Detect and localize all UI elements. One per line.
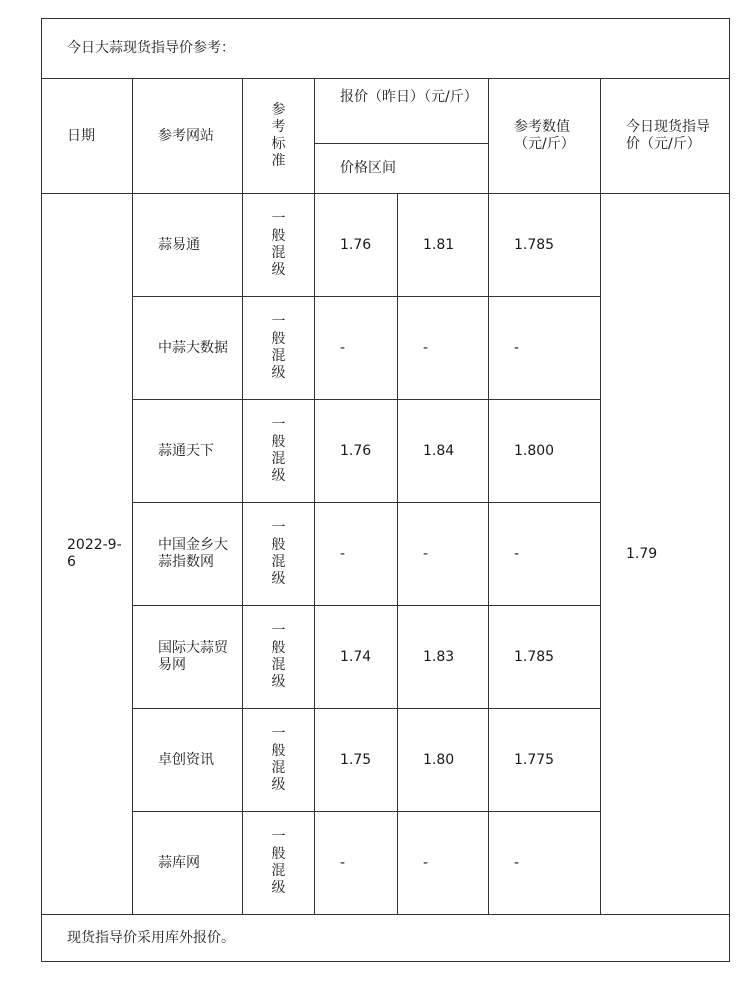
standard-cell: 一般混级: [243, 297, 315, 400]
price-high-cell: -: [398, 297, 489, 400]
standard-cell: 一般混级: [243, 606, 315, 709]
header-standard: 参考标准: [243, 79, 315, 194]
guide-price-cell: 1.79: [601, 194, 730, 915]
standard-cell: 一般混级: [243, 709, 315, 812]
ref-value-cell: -: [489, 297, 601, 400]
standard-cell: 一般混级: [243, 400, 315, 503]
ref-value-cell: 1.785: [489, 606, 601, 709]
price-high-cell: -: [398, 812, 489, 915]
price-high-cell: 1.80: [398, 709, 489, 812]
site-cell: 蒜通天下: [133, 400, 243, 503]
ref-value-cell: 1.785: [489, 194, 601, 297]
standard-cell: 一般混级: [243, 812, 315, 915]
table-title: 今日大蒜现货指导价参考：: [42, 19, 730, 79]
price-low-cell: 1.76: [315, 194, 398, 297]
price-reference-table: [41, 18, 730, 962]
price-low-cell: 1.75: [315, 709, 398, 812]
site-cell: 蒜易通: [133, 194, 243, 297]
ref-value-cell: 1.800: [489, 400, 601, 503]
price-low-cell: -: [315, 812, 398, 915]
price-low-cell: 1.74: [315, 606, 398, 709]
header-site: 参考网站: [133, 79, 243, 194]
price-low-cell: -: [315, 297, 398, 400]
price-high-cell: 1.84: [398, 400, 489, 503]
site-cell: 中国金乡大蒜指数网: [133, 503, 243, 606]
site-cell: 国际大蒜贸易网: [133, 606, 243, 709]
ref-value-cell: -: [489, 503, 601, 606]
site-cell: 蒜库网: [133, 812, 243, 915]
ref-value-cell: 1.775: [489, 709, 601, 812]
ref-value-cell: -: [489, 812, 601, 915]
site-cell: 中蒜大数据: [133, 297, 243, 400]
footnote: 现货指导价采用库外报价。: [42, 915, 730, 962]
price-low-cell: -: [315, 503, 398, 606]
date-cell: 2022-9-6: [42, 194, 133, 915]
header-date: 日期: [42, 79, 133, 194]
price-high-cell: -: [398, 503, 489, 606]
header-quote: 报价（昨日）（元/斤）: [315, 79, 489, 144]
header-range: 价格区间: [315, 144, 489, 194]
table-row: [42, 194, 730, 297]
standard-cell: 一般混级: [243, 503, 315, 606]
header-ref-value: 参考数值（元/斤）: [489, 79, 601, 194]
price-low-cell: 1.76: [315, 400, 398, 503]
standard-cell: 一般混级: [243, 194, 315, 297]
price-high-cell: 1.81: [398, 194, 489, 297]
header-guide-price: 今日现货指导价（元/斤）: [601, 79, 730, 194]
price-high-cell: 1.83: [398, 606, 489, 709]
site-cell: 卓创资讯: [133, 709, 243, 812]
